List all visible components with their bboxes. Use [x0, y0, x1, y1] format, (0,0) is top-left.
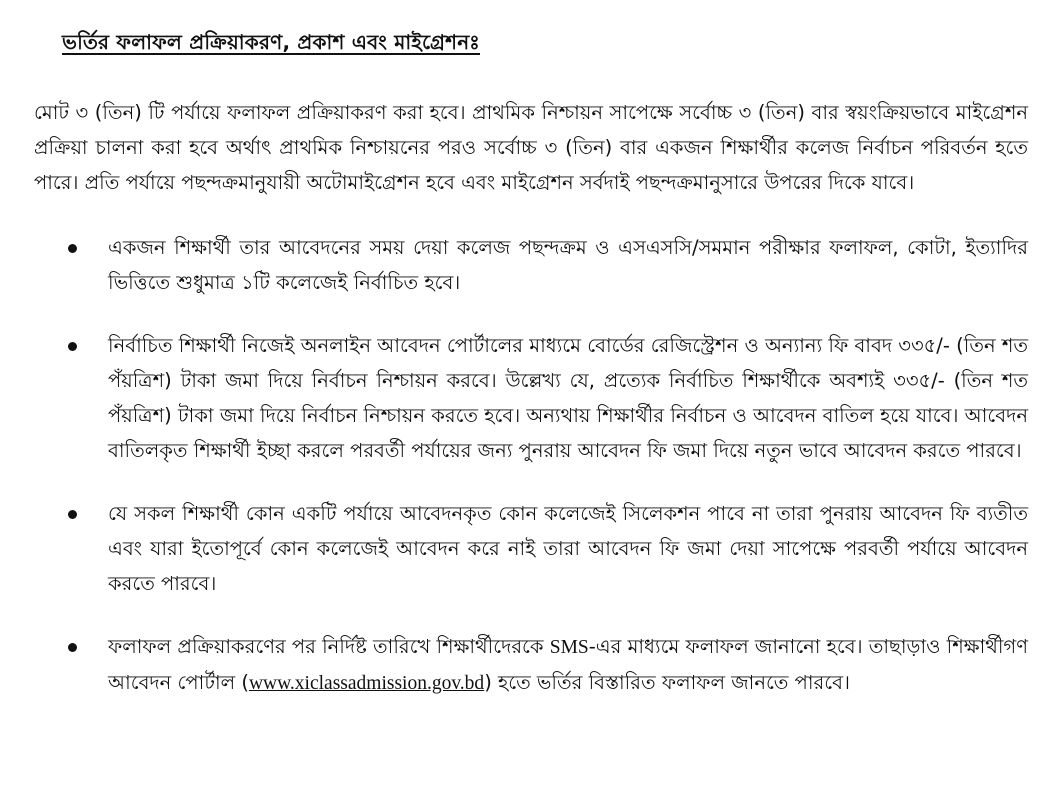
admission-portal-link[interactable]: www.xiclassadmission.gov.bd — [248, 673, 485, 694]
bullet-item — [34, 230, 1028, 300]
bullet-text-part: ) হতে ভর্তির বিস্তারিত ফলাফল জানতে পারবে। — [484, 671, 850, 694]
bullet-item — [34, 328, 1028, 468]
bullet-list — [34, 230, 1028, 701]
bullet-text-part: ফলাফল প্রক্রিয়াকরণের পর নির্দিষ্ট তারিখে শিক্ষার্থীদেরকে — [108, 635, 550, 658]
bullet-item — [34, 629, 1028, 701]
section-heading: ভর্তির ফলাফল প্রক্রিয়াকরণ, প্রকাশ এবং মাইগ্রেশনঃ — [62, 30, 480, 54]
bullet-dot-icon — [68, 244, 77, 253]
bullet-text: যে সকল শিক্ষার্থী কোন একটি পর্যায়ে আবেদনকৃত কোন কলেজেই সিলেকশন পাবে না তারা পুনরায় আবেদন ফি ব্যতীত এবং যারা ইতোপূর্বে কোন কলেজেই আবেদন করে নাই তারা আবেদন ফি জমা দেয়া সাপেক্ষে পরবর্তী পর্যায়ে আবেদন করতে পারবে। — [108, 502, 1028, 595]
bullet-item — [34, 496, 1028, 601]
bullet-dot-icon — [68, 643, 77, 652]
bullet-text-part: -এর মাধ্যমে ফলাফল জানানো হবে। তাছাড়াও শিক্ষার্থীগণ আবেদন পোর্টাল ( — [108, 635, 1028, 694]
intro-paragraph: মোট ৩ (তিন) টি পর্যায়ে ফলাফল প্রক্রিয়াকরণ করা হবে। প্রাথমিক নিশ্চায়ন সাপেক্ষে সর্বোচ্চ ৩ (তিন) বার স্বয়ংক্রিয়ভাবে মাইগ্রেশন প্রক্রিয়া চালনা করা হবে অর্থাৎ প্রাথমিক নিশ্চায়নের পরও সর্বোচ্চ ৩ (তিন) বার একজন শিক্ষার্থীর কলেজ নির্বাচন পরিবর্তন হতে পারে। প্রতি পর্যায়ে পছন্দক্রমানুযায়ী অটোমাইগ্রেশন হবে এবং মাইগ্রেশন সর্বদাই পছন্দক্রমানুসারে উপরের দিকে যাবে। — [34, 101, 1028, 194]
bullet-dot-icon — [68, 342, 77, 351]
bullet-text: নির্বাচিত শিক্ষার্থী নিজেই অনলাইন আবেদন পোর্টালের মাধ্যমে বোর্ডের রেজিস্ট্রেশন ও অন্যান্য ফি বাবদ ৩৩৫/- (তিন শত পঁয়ত্রিশ) টাকা জমা দিয়ে নির্বাচন নিশ্চায়ন করবে। উল্লেখ্য যে, প্রত্যেক নির্বাচিত শিক্ষার্থীকে অবশ্যই ৩৩৫/- (তিন শত পঁয়ত্রিশ) টাকা জমা দিয়ে নির্বাচন নিশ্চায়ন করতে হবে। অন্যথায় শিক্ষার্থীর নির্বাচন ও আবেদন বাতিল হয়ে যাবে। আবেদন বাতিলকৃত শিক্ষার্থী ইচ্ছা করলে পরবর্তী পর্যায়ের জন্য পুনরায় আবেদন ফি জমা দিয়ে নতুন ভাবে আবেদন করতে পারবে। — [108, 334, 1028, 462]
sms-text: SMS — [549, 637, 589, 658]
bullet-dot-icon — [68, 510, 77, 519]
bullet-text: একজন শিক্ষার্থী তার আবেদনের সময় দেয়া কলেজ পছন্দক্রম ও এসএসসি/সমমান পরীক্ষার ফলাফল, কোটা, ইত্যাদির ভিত্তিতে শুধুমাত্র ১টি কলেজেই নির্বাচিত হবে। — [108, 236, 1028, 294]
